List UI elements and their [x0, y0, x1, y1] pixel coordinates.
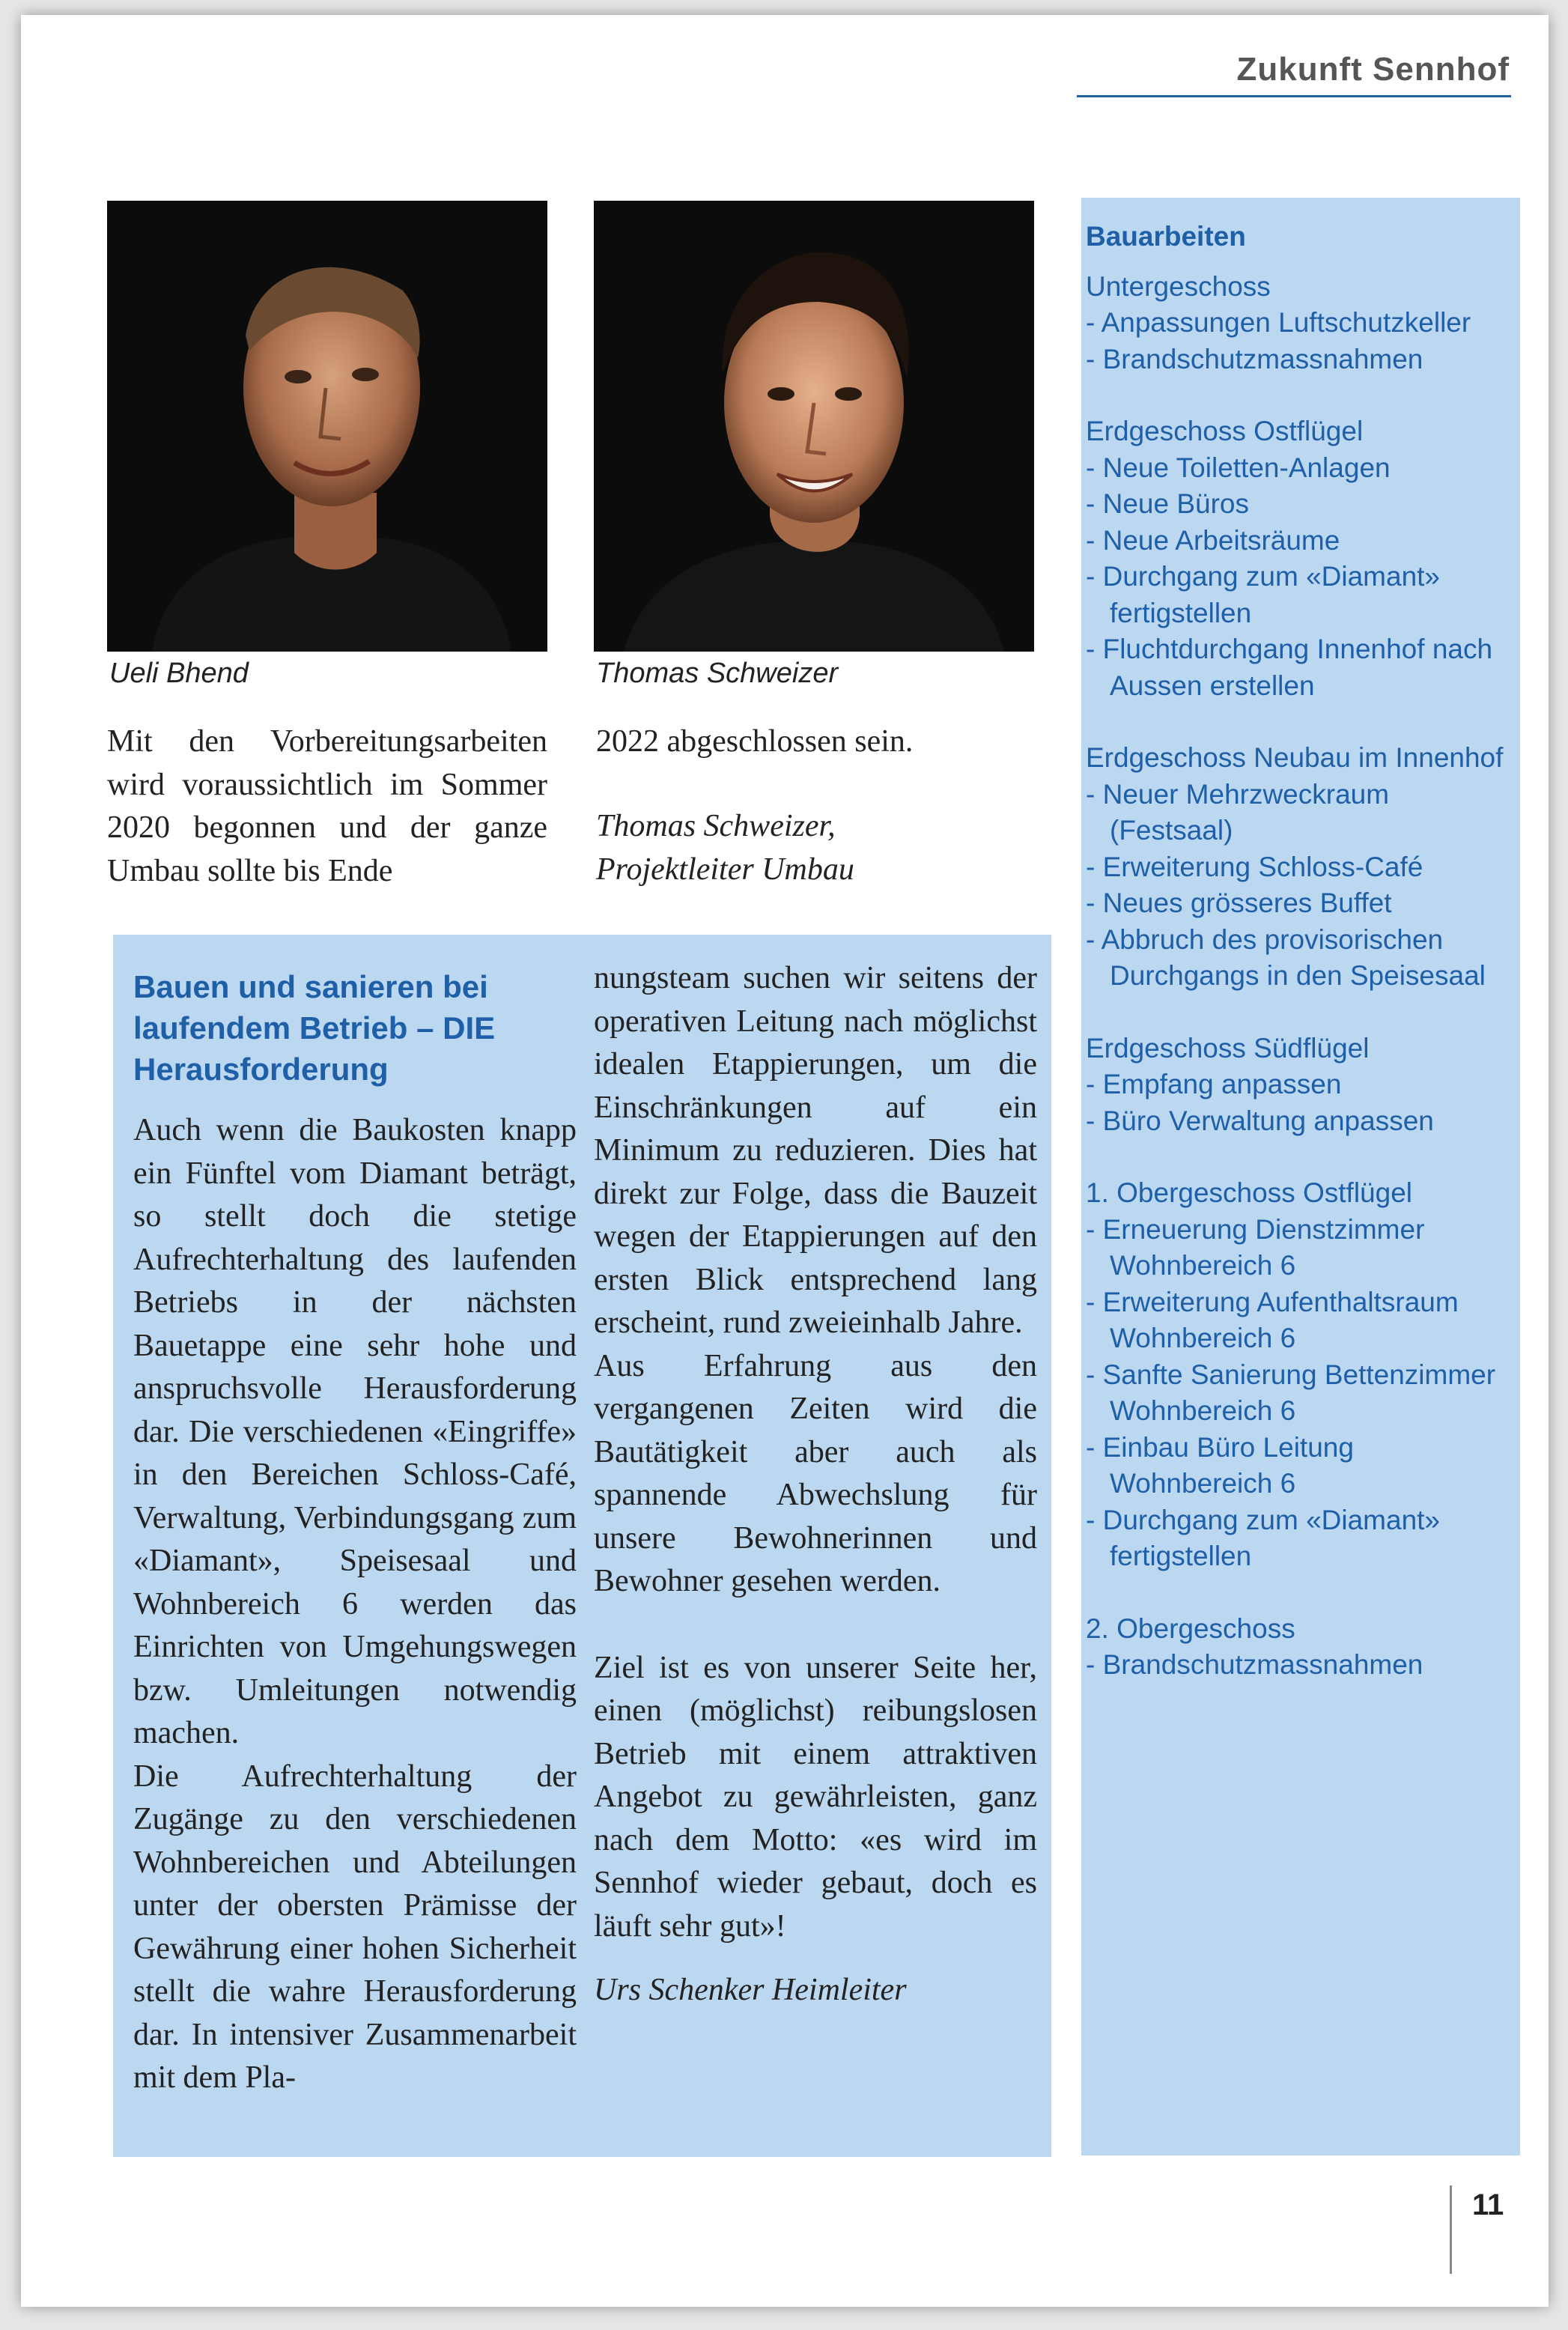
sidebar-section-title: Erdgeschoss Neubau im Innenhof: [1086, 742, 1504, 773]
sidebar-item: - Anpassungen Luftschutzkeller: [1086, 307, 1471, 338]
article-paragraph: Aus Erfahrung aus den vergangenen Zeiten wird die Bautätigkeit aber auch als spannende Abwechslung für unsere Bewohnerinnen und Bewohner gesehen werden.: [594, 1348, 1037, 1598]
sidebar-item: - Einbau Büro Leitung Wohnbereich 6: [1086, 1431, 1354, 1499]
portrait-photo-thomas-schweizer: [594, 201, 1034, 652]
portrait-photo-ueli-bhend: [107, 201, 547, 652]
header-rule: [1077, 95, 1511, 97]
sidebar-item: - Durchgang zum «Diamant» fertigstellen: [1086, 561, 1441, 628]
article-paragraph: nungsteam suchen wir seitens der operativen Leitung nach möglichst idealen Etappierungen, um die Einschränkungen auf ein Minimum zu reduzieren. Dies hat direkt zur Folge, dass die Bauzeit wegen der Etappierungen auf den ersten Blick entsprechend lang erscheint, rund zweieinhalb Jahre.: [594, 961, 1037, 1340]
sidebar-section: [1086, 1175, 1505, 1575]
sidebar-item: - Abbruch des provisorischen Durchgangs in den Speisesaal: [1086, 923, 1486, 991]
sidebar-item: - Brandschutzmassnahmen: [1086, 1649, 1423, 1680]
article-heading: Bauen und sanieren bei laufendem Betrieb – DIE Herausforderung: [133, 969, 496, 1087]
photo-caption: Ueli Bhend: [109, 658, 249, 689]
section-header: Zukunft Sennhof: [1236, 51, 1510, 88]
sidebar-item: - Erweiterung Schloss-Café: [1086, 851, 1423, 882]
article-column-right: [594, 957, 1037, 2012]
sidebar-item: - Brandschutzmassnahmen: [1086, 343, 1423, 374]
sidebar-section: [1086, 1611, 1505, 1684]
footer-rule: [1450, 2185, 1452, 2274]
sidebar-section-title: 1. Obergeschoss Ostflügel: [1086, 1177, 1412, 1208]
magazine-page: [21, 15, 1549, 2307]
sidebar-item: - Büro Verwaltung anpassen: [1086, 1105, 1434, 1136]
article-signature: Urs Schenker Heimleiter: [594, 1973, 907, 2007]
sidebar-item: - Neues grösseres Buffet: [1086, 888, 1392, 918]
sidebar-item: - Durchgang zum «Diamant» fertigstellen: [1086, 1504, 1441, 1571]
sidebar-item: - Erweiterung Aufenthaltsraum Wohnbereich 6: [1086, 1286, 1459, 1353]
sidebar-item: - Sanfte Sanierung Bettenzimmer Wohnbereich 6: [1086, 1359, 1496, 1426]
intro-text: Mit den Vorbereitungsarbeiten wird voraussichtlich im Sommer 2020 begonnen und der ganze Umbau sollte bis Ende: [107, 724, 547, 888]
sidebar-section: [1086, 413, 1505, 704]
sidebar-section-title: 2. Obergeschoss: [1086, 1613, 1295, 1644]
article-paragraph: Die Aufrechterhaltung der Zugänge zu den verschiedenen Wohnbereichen und Abteilungen unter der obersten Prämisse der Gewährung einer hohen Sicherheit stellt die wahre Herausforderung dar. In intensiver Zusammenarbeit mit dem Pla-: [133, 1759, 577, 2095]
sidebar-item: - Neue Arbeitsräume: [1086, 524, 1340, 556]
signature-role: Projektleiter Umbau: [596, 852, 854, 887]
sidebar-section-title: Untergeschoss: [1086, 270, 1271, 302]
sidebar-item: - Neuer Mehrzweckraum (Festsaal): [1086, 778, 1390, 846]
sidebar-item: - Neue Toiletten-Anlagen: [1086, 452, 1391, 483]
sidebar-section-title: Erdgeschoss Ostflügel: [1086, 416, 1364, 446]
sidebar-item: - Neue Büros: [1086, 488, 1249, 519]
sidebar-item: - Empfang anpassen: [1086, 1069, 1342, 1099]
intro-signature: [596, 805, 1045, 891]
photo-caption: Thomas Schweizer: [596, 658, 839, 689]
article-paragraph: Auch wenn die Baukosten knapp ein Fünftel vom Diamant beträgt, so stellt doch die stetige Aufrechterhaltung des laufenden Betriebs in der nächsten Bauetappe eine sehr hohe und anspruchsvolle Herausforderung dar. Die verschiedenen «Eingriffe» in den Bereichen Schloss-Café, Verwaltung, Verbindungsgang zum «Diamant», Speisesaal und Wohnbereich 6 werden das Einrichten von Umgehungswegen bzw. Umleitungen notwendig machen.: [133, 1113, 577, 1750]
article-column-left: [133, 957, 577, 2100]
sidebar-bauarbeiten: [1086, 219, 1505, 1720]
sidebar-title: Bauarbeiten: [1086, 221, 1246, 252]
article-paragraph: Ziel ist es von unserer Seite her, einen (möglichst) reibungslosen Betrieb mit einem attraktiven Angebot zu gewährleisten, ganz nach dem Motto: «es wird im Sennhof wieder gebaut, doch es läuft sehr gut»!: [594, 1650, 1037, 1944]
sidebar-section: [1086, 1031, 1505, 1140]
page-number: 11: [1472, 2188, 1504, 2221]
sidebar-section: [1086, 740, 1505, 995]
sidebar-item: - Fluchtdurchgang Innenhof nach Aussen erstellen: [1086, 634, 1493, 701]
paragraph-gap: [594, 1604, 1037, 1647]
sidebar-section-title: Erdgeschoss Südflügel: [1086, 1032, 1370, 1064]
sidebar-item: - Erneuerung Dienstzimmer Wohnbereich 6: [1086, 1213, 1425, 1281]
intro-text-continued: 2022 abgeschlossen sein.: [596, 724, 914, 759]
signature-name: Thomas Schweizer,: [596, 809, 836, 843]
sidebar-section: [1086, 269, 1505, 378]
